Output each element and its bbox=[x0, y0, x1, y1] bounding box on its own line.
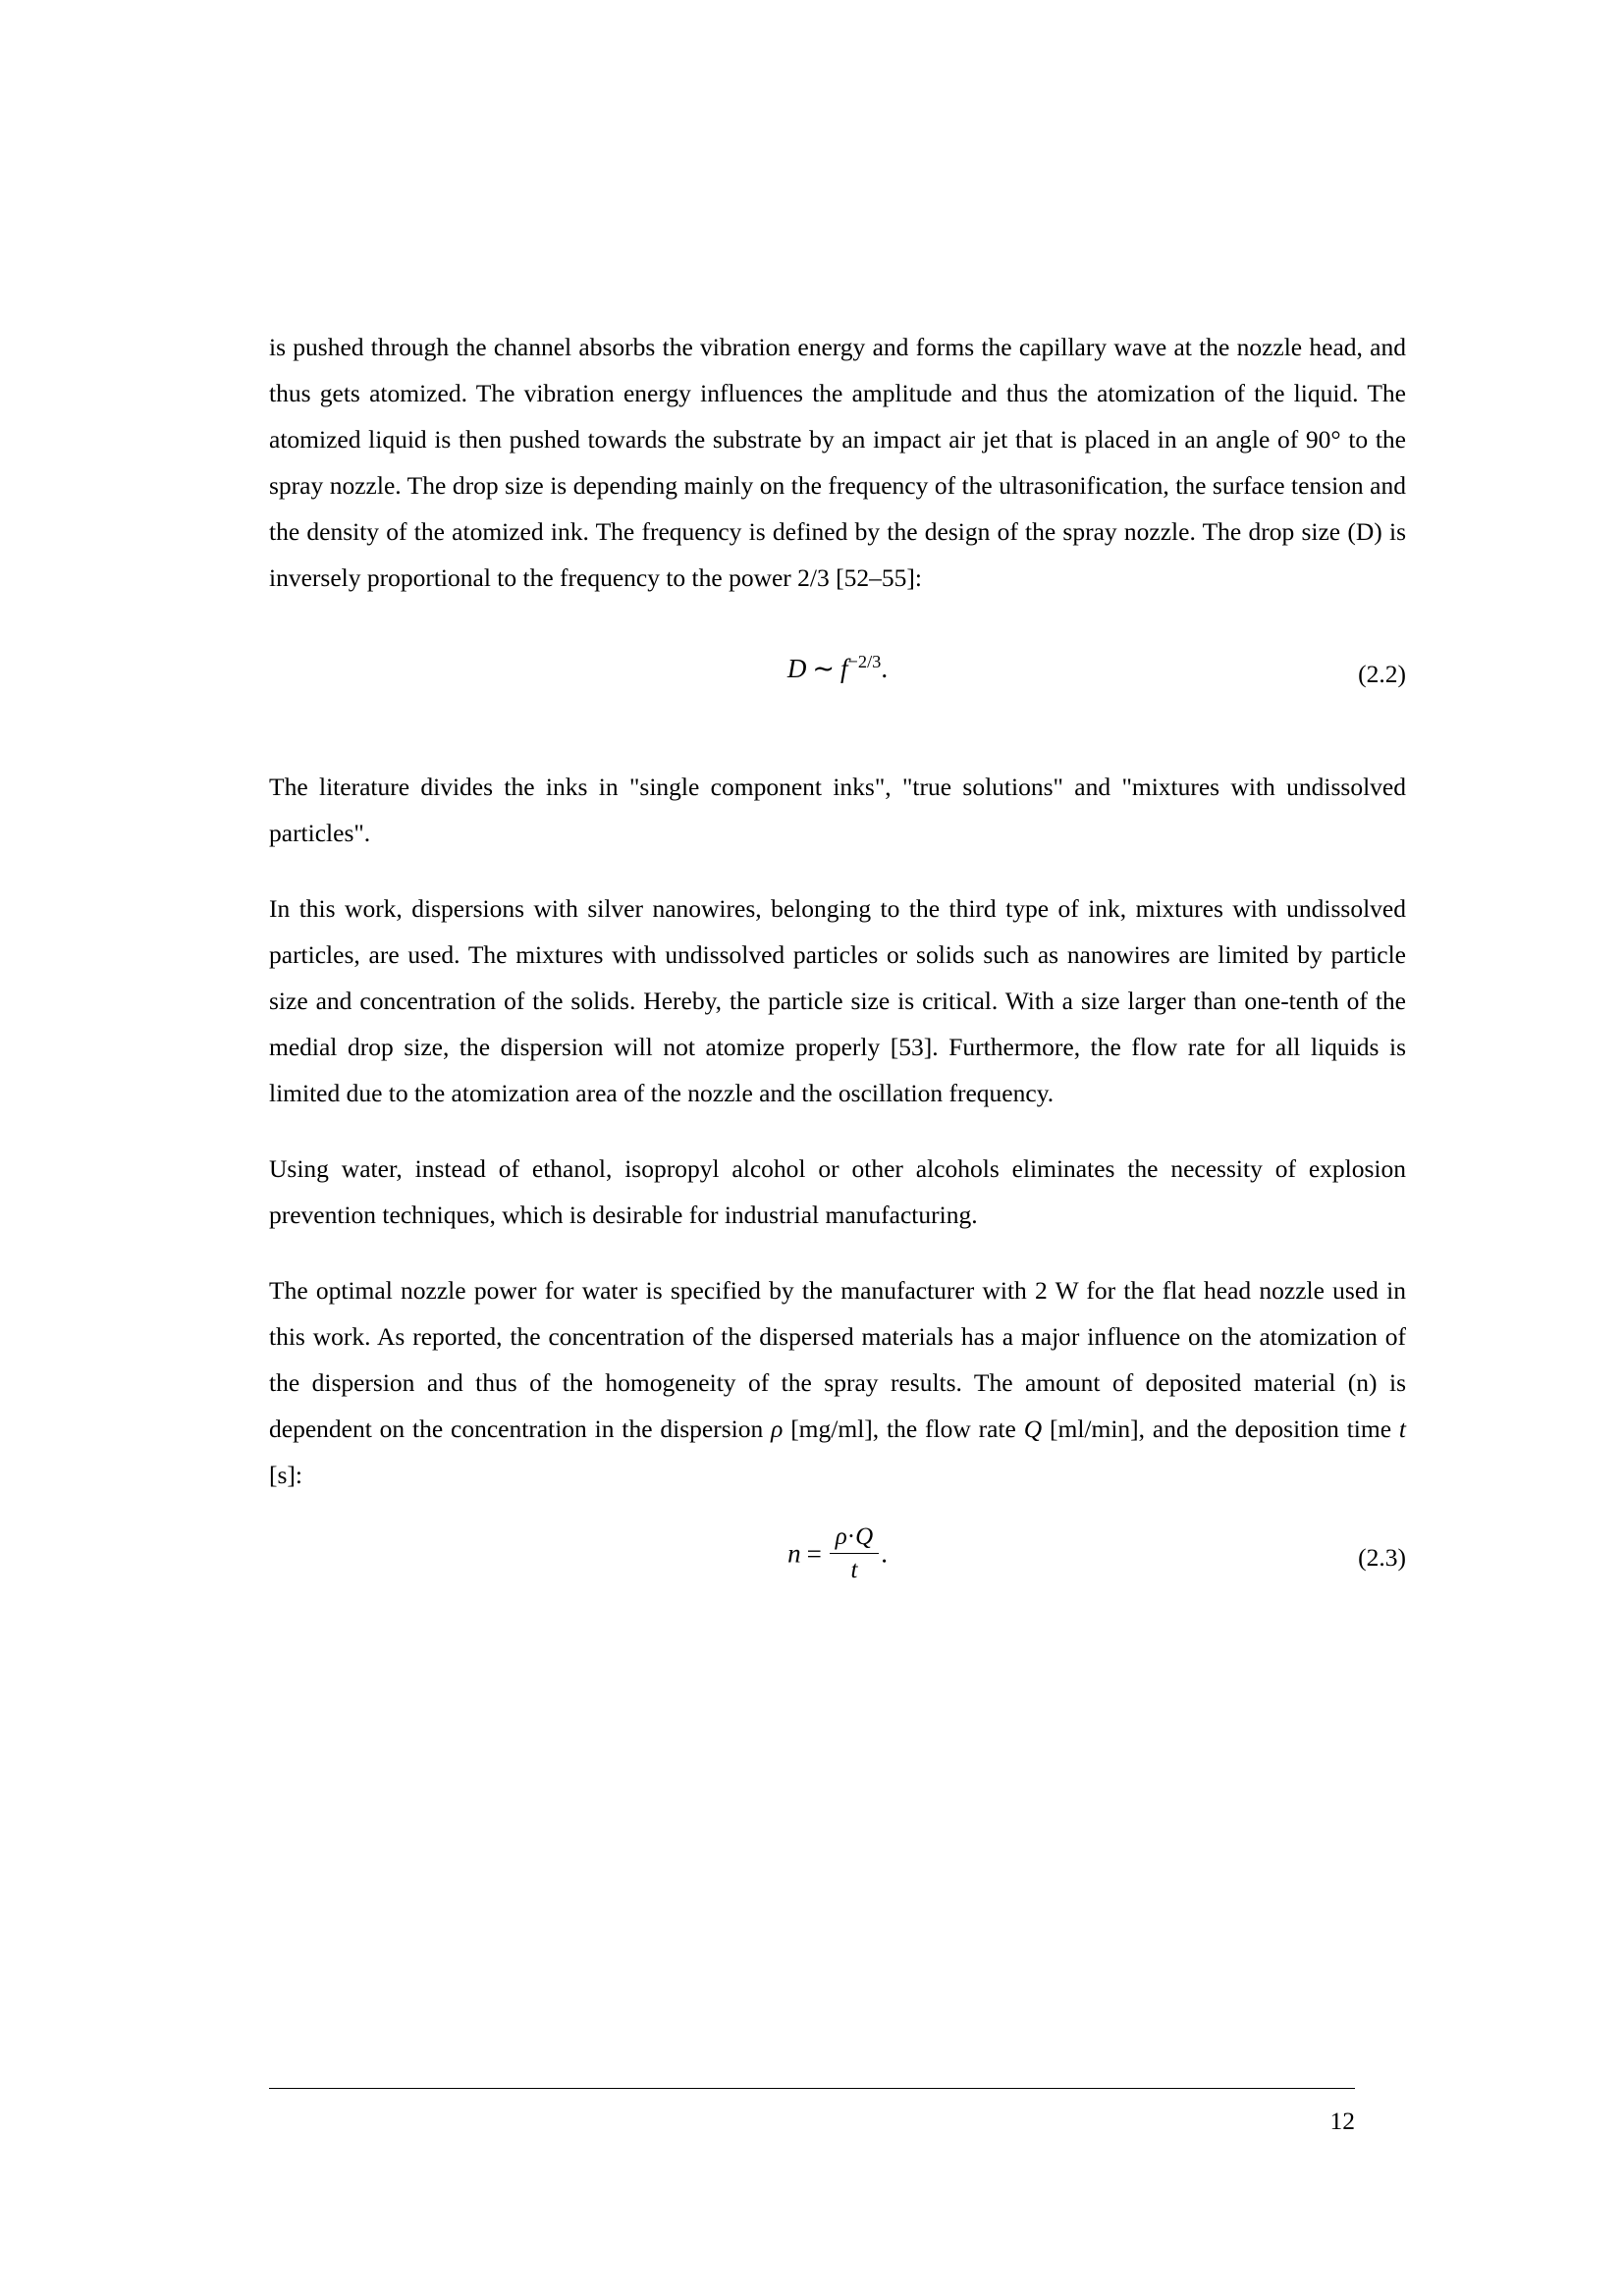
equation-2-3-lhs: n bbox=[787, 1538, 801, 1569]
equation-2-2-terminator: . bbox=[881, 654, 889, 683]
equation-2-3-number: (2.3) bbox=[1358, 1543, 1406, 1572]
equation-2-2 bbox=[269, 652, 1406, 711]
symbol-q: Q bbox=[1023, 1415, 1043, 1443]
equation-2-2-expression bbox=[269, 652, 1406, 684]
equation-2-3-expression bbox=[269, 1523, 1406, 1589]
equation-2-2-number: (2.2) bbox=[1358, 660, 1406, 688]
paragraph-5-part3: [ml/min], and the deposition time bbox=[1042, 1415, 1399, 1443]
equation-2-3-terminator: . bbox=[881, 1538, 888, 1569]
equation-2-2-relation: ∼ bbox=[812, 654, 836, 683]
equation-2-3-numerator bbox=[830, 1522, 879, 1554]
equation-2-3-fraction bbox=[830, 1522, 879, 1587]
equation-2-3-relation: = bbox=[806, 1538, 822, 1569]
equation-2-2-exponent: −2/3 bbox=[847, 652, 882, 671]
paragraph-5-part4: [s]: bbox=[269, 1461, 302, 1489]
equation-2-3-numerator-q: Q bbox=[855, 1523, 874, 1550]
equation-2-3-numerator-rho: ρ bbox=[835, 1523, 847, 1550]
paragraph-5-part2: [mg/ml], the flow rate bbox=[783, 1415, 1024, 1443]
paragraph-5 bbox=[269, 1267, 1406, 1498]
equation-2-3 bbox=[269, 1523, 1406, 1602]
equation-2-2-lhs: D bbox=[786, 654, 807, 683]
paragraph-3: In this work, dispersions with silver nanowires, belonging to the third type of ink, mixtures with undissolved particles, are used. The mixtures with undissolved particles or solids such as nanowires are limited by particle size and concentration of the solids. Hereby, the particle size is critical. With a size larger than one-tenth of the medial drop size, the dispersion will not atomize properly [53]. Furthermore, the flow rate for all liquids is limited due to the atomization area of the nozzle and the oscillation frequency. bbox=[269, 894, 1406, 1107]
symbol-rho: ρ bbox=[771, 1415, 784, 1443]
paragraph-1: is pushed through the channel absorbs the vibration energy and forms the capillary wave at the nozzle head, and thus gets atomized. The vibration energy influences the amplitude and thus the atomization of the liquid. The atomized liquid is then pushed towards the substrate by an impact air jet that is placed in an angle of 90° to the spray nozzle. The drop size is depending mainly on the frequency of the ultrasonification, the surface tension and the density of the atomized ink. The frequency is defined by the design of the spray nozzle. The drop size (D) is inversely proportional to the frequency to the power 2/3 [52–55]: bbox=[269, 333, 1406, 592]
paragraph-2: The literature divides the inks in "single component inks", "true solutions" and "mixtures with undissolved particles". bbox=[269, 773, 1406, 847]
paragraph-4: Using water, instead of ethanol, isopropyl alcohol or other alcohols eliminates the necessity of explosion prevention techniques, which is desirable for industrial manufacturing. bbox=[269, 1154, 1406, 1229]
footer-divider bbox=[269, 2088, 1355, 2089]
page-number: 12 bbox=[1329, 2107, 1355, 2135]
equation-2-2-base: f bbox=[840, 654, 848, 683]
equation-2-3-denominator: t bbox=[850, 1557, 858, 1584]
page-content bbox=[269, 324, 1406, 1602]
paragraph-5-part1: The optimal nozzle power for water is specified by the manufacturer with 2 W for the flat head nozzle used in this work. As reported, the concentration of the dispersed materials has a major influence on the atomization of the dispersion and thus of the homogeneity of the spray results. The amount of deposited material (n) is dependent on the concentration in the dispersion bbox=[269, 1276, 1406, 1443]
symbol-t: t bbox=[1398, 1415, 1406, 1443]
equation-2-3-numerator-dot: · bbox=[846, 1523, 856, 1550]
